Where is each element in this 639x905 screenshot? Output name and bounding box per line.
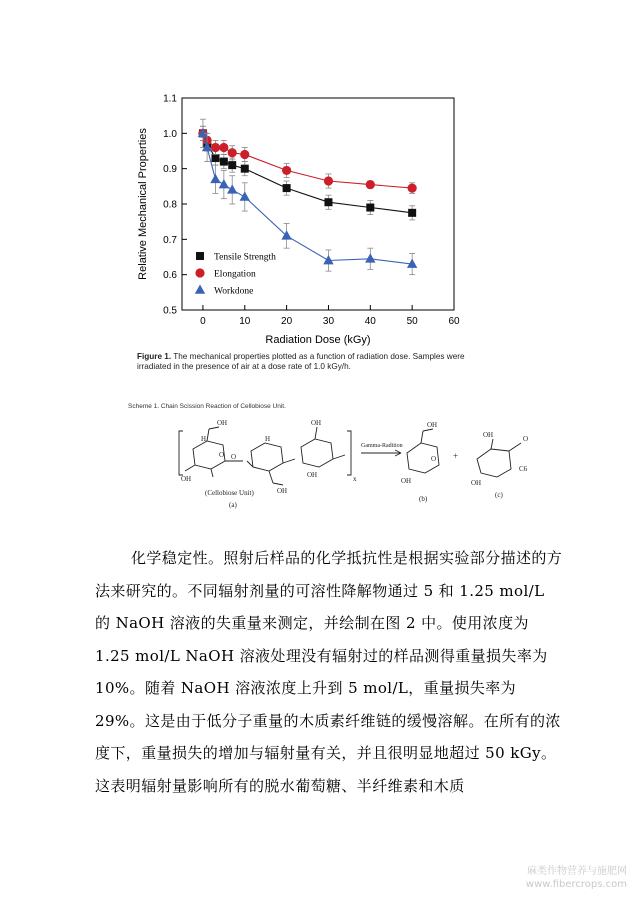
label-b: (b) (419, 495, 428, 503)
figure-caption-text: The mechanical properties plotted as a function of radiation dose. Samples were irradiated in the presence of air at a dose rate of 1.0 kGy/h. (137, 352, 465, 371)
atom-h: H (265, 435, 271, 443)
workdone-point (323, 255, 333, 264)
arrow-label: Gamma-Radition (361, 443, 403, 449)
tensile-strength-point (324, 198, 332, 206)
legend-label: Tensile Strength (214, 252, 276, 263)
cellobiose-unit-label: (Cellobiose Unit) (205, 489, 254, 497)
label-a: (a) (229, 501, 237, 509)
tensile-strength-point (228, 161, 236, 169)
workdone-point (219, 179, 229, 188)
elongation-point (366, 180, 375, 189)
chain-scission-scheme (165, 415, 555, 515)
atom-o: O (431, 455, 437, 463)
tensile-strength-point (283, 184, 291, 192)
elongation-trend-line (203, 133, 412, 188)
atom-oh: OH (471, 479, 482, 487)
elongation-point (228, 148, 237, 157)
atom-c6: C6 (519, 465, 528, 473)
x-tick-label: 40 (364, 316, 376, 327)
atom-oh: OH (277, 487, 288, 495)
tensile-strength-point (241, 165, 249, 173)
scheme-title: Scheme 1. Chain Scission Reaction of Cellobiose Unit. (128, 403, 286, 410)
tensile-strength-point (408, 209, 416, 217)
atom-oh: OH (181, 475, 192, 483)
tensile-strength-point (220, 158, 228, 166)
elongation-point (408, 184, 417, 193)
x-tick-label: 20 (281, 316, 293, 327)
y-tick-label: 0.5 (163, 305, 177, 317)
elongation-point (240, 150, 249, 159)
elongation-point (324, 176, 333, 185)
elongation-point (211, 143, 220, 152)
atom-oh: OH (483, 431, 494, 439)
atom-oh: OH (311, 419, 322, 427)
legend-label: Workdone (214, 286, 254, 297)
body-paragraph: 化学稳定性。照射后样品的化学抵抗性是根据实验部分描述的方法来研究的。不同辐射剂量的可溶性降解物通过 5 和 1.25 mol/L 的 NaOH 溶液的失重量来测定，并绘制在图 2 中。使用浓度为 1.25 mol/L NaOH 溶液处理没有辐射过的样品测得重量损失率为 10%。随着 NaOH 溶液浓度上升到 5 mol/L，重量损失率为 29%。这是由于低分子重量的木质素纤维链的缓慢溶解。在所有的浓度下，重量损失的增加与辐射量有关，并且很明显地超过 50 kGy。这表明辐射量影响所有的脱水葡萄糖、半纤维素和木质 (95, 549, 563, 795)
tensile-strength-point (211, 154, 219, 162)
x-tick-label: 30 (322, 316, 335, 327)
y-tick-label: 1.1 (163, 93, 177, 105)
y-tick-label: 0.9 (163, 164, 177, 176)
workdone-point (227, 184, 237, 193)
x-axis-label: Radiation Dose (kGy) (265, 334, 371, 346)
y-tick-label: 0.7 (163, 234, 177, 246)
tensile-strength-point (366, 204, 374, 212)
y-tick-label: 0.8 (163, 199, 177, 211)
atom-oh: OH (401, 477, 412, 485)
y-tick-label: 1.0 (163, 128, 177, 140)
x-tick-label: 50 (406, 316, 418, 327)
mechanical-properties-chart (120, 88, 465, 352)
figure-caption-label: Figure 1. (137, 352, 172, 361)
workdone-point (240, 191, 250, 200)
atom-oh: OH (427, 421, 438, 429)
legend-marker (196, 252, 204, 260)
watermark-line-2: www.fibercrops.com (525, 879, 627, 890)
watermark-line-1: 麻类作物营养与施肥网 (527, 866, 627, 877)
label-c: (c) (495, 491, 503, 499)
y-tick-label: 0.6 (163, 270, 177, 282)
polymer-subscript: x (353, 475, 357, 483)
atom-h: H (201, 435, 207, 443)
atom-oh: OH (307, 471, 318, 479)
atom-oh: OH (217, 419, 228, 427)
tensile-strength-trend-line (203, 133, 412, 213)
legend-label: Elongation (214, 269, 256, 280)
elongation-point (282, 166, 291, 175)
legend-marker (195, 285, 205, 294)
workdone-point (210, 174, 220, 183)
x-tick-label: 10 (239, 316, 251, 327)
elongation-point (219, 143, 228, 152)
y-axis-label: Relative Mechanical Properties (137, 128, 149, 280)
plus-sign: + (453, 451, 459, 461)
watermark (526, 865, 627, 891)
workdone-point (365, 253, 375, 262)
atom-o: O (523, 435, 529, 443)
figure-caption (137, 352, 482, 372)
atom-o: O (231, 453, 237, 461)
atom-o: O (219, 451, 225, 459)
x-tick-label: 60 (448, 316, 460, 327)
legend-marker (195, 268, 204, 277)
x-tick-label: 0 (200, 316, 206, 327)
